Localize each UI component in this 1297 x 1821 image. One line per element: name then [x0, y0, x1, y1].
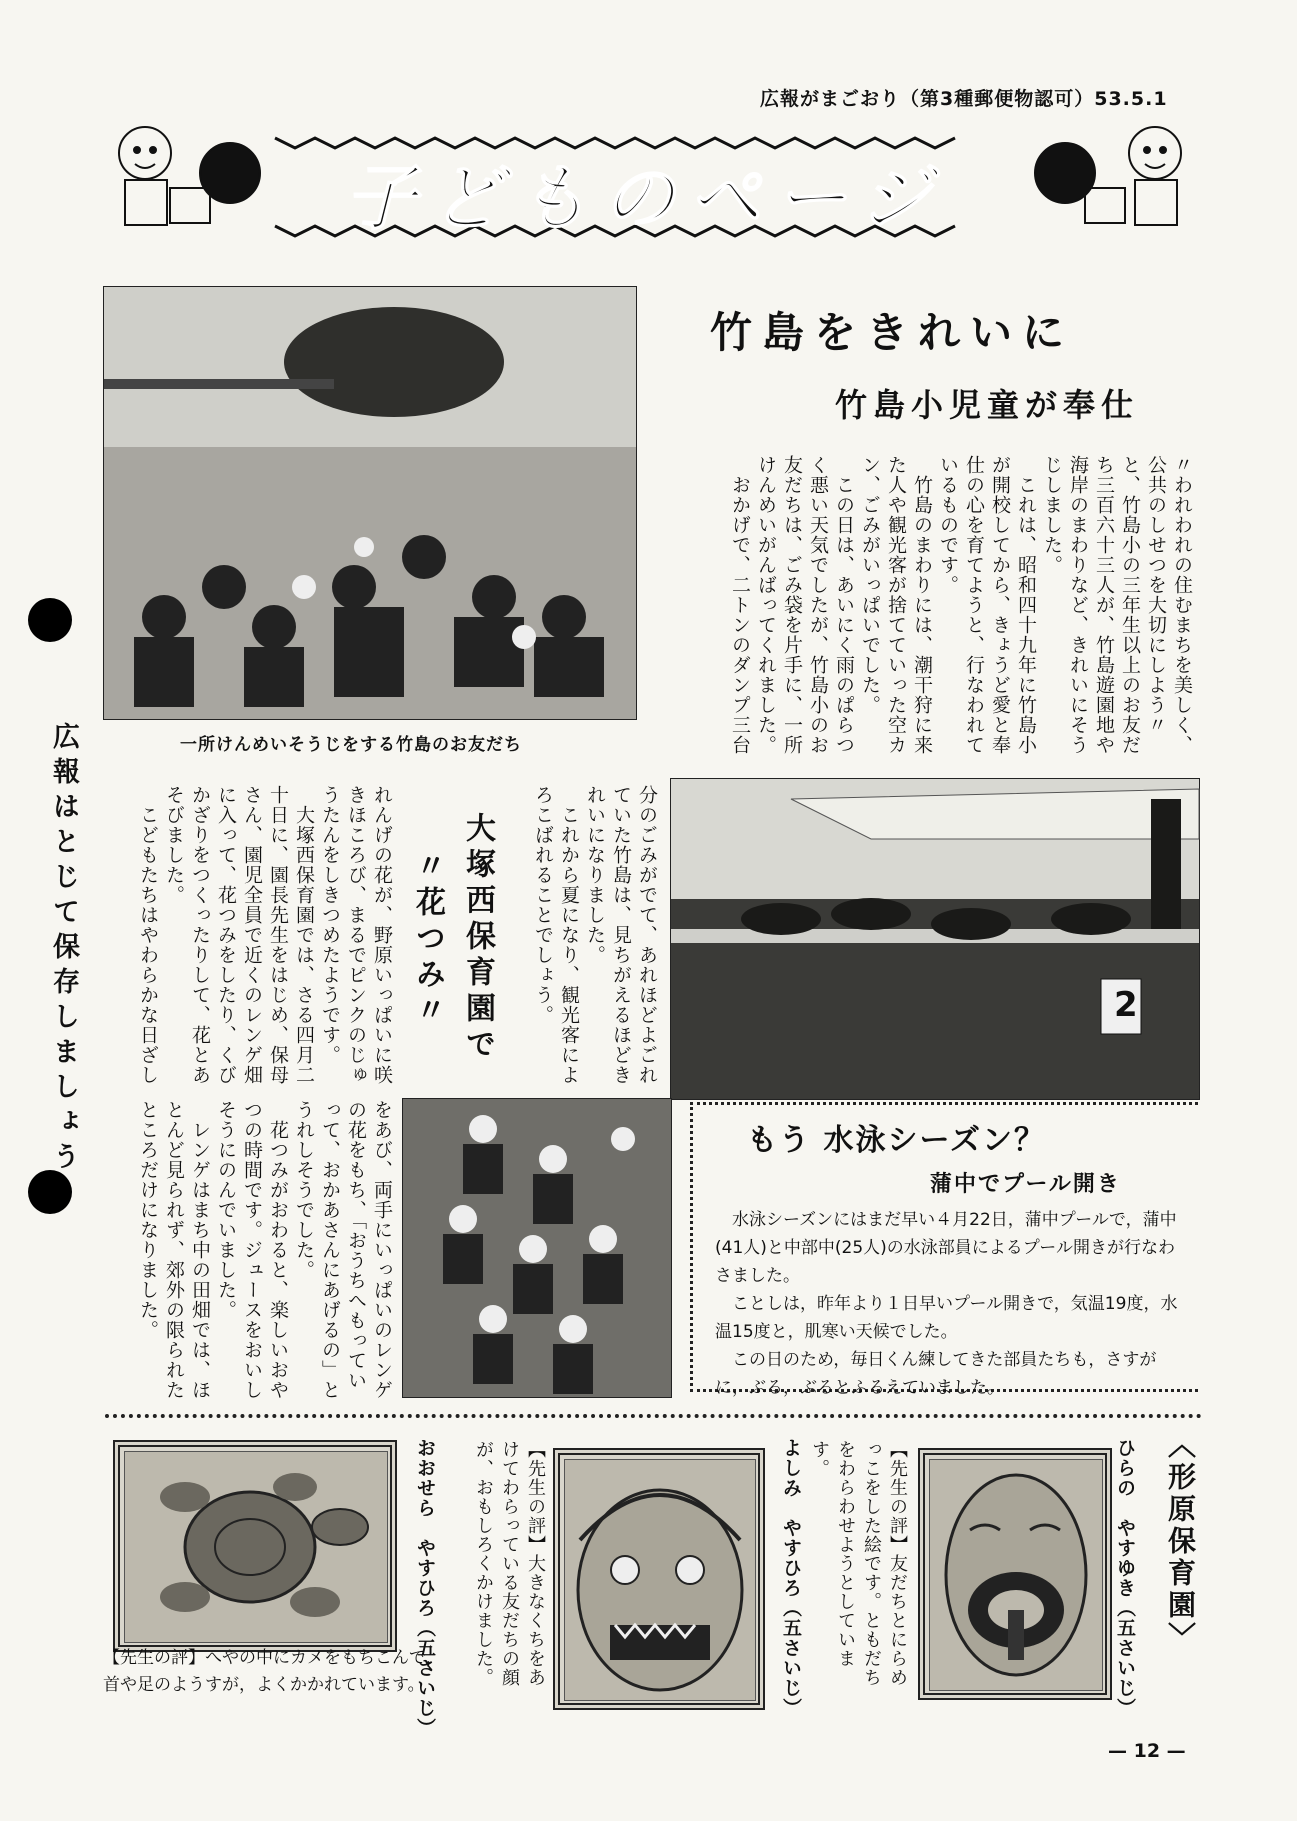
- pool-paragraph: この日のため，毎日くん練してきた部員たちも，さすがに，ぶる，ぶるとふるえていました。: [715, 1350, 1157, 1398]
- drawing-frame: [553, 1448, 765, 1710]
- pool-article-title: もう 水泳シーズン？: [747, 1123, 1046, 1158]
- takeshima-cleanup-photo: [103, 286, 637, 720]
- drawing-comment: 【先生の評】へやの中にカメをもちこんで，首や足のようすが，よくかかれています。: [103, 1648, 443, 1695]
- nursery-article-title: 大塚西保育園で: [460, 812, 495, 1064]
- page-number: — 12 —: [1108, 1740, 1186, 1762]
- article-body-continued: 分のごみがでて、あれほどよごれていた竹島は、見ちがえるほどきれいになりました。 これから夏になり、観光客によろこばれることでしょう。: [532, 785, 658, 1085]
- binding-hole-top: [28, 598, 72, 642]
- nursery-article-subtitle: 〃花つみ〃: [410, 850, 445, 1030]
- kids-page-banner: [95, 118, 1205, 243]
- drawing-frame: [113, 1440, 397, 1652]
- side-note: 広報はとじて保存しましょう: [48, 722, 79, 1177]
- pool-paragraph: ことしは，昨年より１日早いプール開きで，気温19度，水温15度と，肌寒い天候でした。: [715, 1294, 1178, 1342]
- face-drawing-1: [930, 1460, 1102, 1690]
- article-body: 〃われわれの住むまちを美しく、公共のしせつを大切にしよう〃と、竹島小の三年生以上のお友だち三百六十三人が、竹島遊園地や海岸のまわりなど、きれいにそうじしました。 これは、昭和四十九年に竹島小が開校してから、きょうど愛と奉仕の心を育てようと、行なわれているものです。 竹島のまわりには、潮干狩に来た人や観光客が捨てていった空カン、ごみがいっぱいでした。 この日は、あいにく雨のぱらつく悪い天気でしたが、竹島小のお友だちは、ごみ袋を片手に、一所けんめいがんばってくれました。 おかげで、二トンのダンプ三台: [729, 455, 1193, 755]
- pool-paragraph: 水泳シーズンにはまだ早い４月22日，蒲中プールで，蒲中(41人)と中部中(25人)の水泳部員によるプール開きが行なわさました。: [715, 1210, 1177, 1286]
- drawing-comment: 【先生の評】大きなくちをあけてわらっている友だちの顔が、おもしろくかけました。: [473, 1440, 546, 1687]
- photo-caption: 一所けんめいそうじをする竹島のお友だち: [180, 735, 522, 755]
- drawing-artist: ひらの やすゆき（五さいじ）: [1114, 1438, 1136, 1718]
- drawings-section-title: 〈形原保育園〉: [1164, 1430, 1197, 1654]
- article-subtitle: 竹島小児童が奉仕: [835, 386, 1140, 424]
- pool-opening-photo: [670, 778, 1200, 1100]
- drawing-frame: [918, 1448, 1112, 1700]
- publication-header: 広報がまごおり（第3種郵便物認可）53.5.1: [760, 88, 1168, 110]
- pool-article-box: [690, 1102, 1198, 1398]
- flower-picking-photo: [402, 1098, 672, 1398]
- pool-article-subtitle: 蒲中でプール開き: [930, 1172, 1121, 1197]
- turtle-drawing: [125, 1452, 387, 1642]
- nursery-article-body: れんげの花が、野原いっぱいに咲きほころび、まるでピンクのじゅうたんをしきつめたようです。 大塚西保育園では、さる四月二十日に、園長先生をはじめ、保母さん、園児全員で近くのレンゲ畑に入って、花つみをしたり、くびかざりをつくったりして、花とあそびました。 こどもたちはやわらかな日ざし: [137, 785, 393, 1085]
- banner-title: 子どものページ: [344, 156, 946, 240]
- section-divider: [105, 1414, 1202, 1418]
- nursery-article-body-continued: をあび、両手にいっぱいのレンゲの花をもち、「おうちへもっていって、おかあさんにあげるの」とうれしそうでした。 花つみがおわると、楽しいおやつの時間です。ジュースをおいしそうにのんでいました。 レンゲはまち中の田畑では、ほとんど見られず、郊外の限られたところだけになりました。: [137, 1100, 393, 1400]
- drawing-artist: おおせら やすひろ（五さいじ）: [414, 1438, 436, 1738]
- drawing-artist: よしみ やすひろ（五さいじ）: [780, 1438, 802, 1718]
- drawing-comment: 【先生の評】友だちとにらめっこをした絵です。ともだちをわらわせようとしています。: [809, 1440, 908, 1687]
- article-title: 竹島をきれいに: [710, 308, 1075, 357]
- lane-number: 2: [1114, 985, 1138, 1025]
- face-drawing-2: [565, 1460, 755, 1700]
